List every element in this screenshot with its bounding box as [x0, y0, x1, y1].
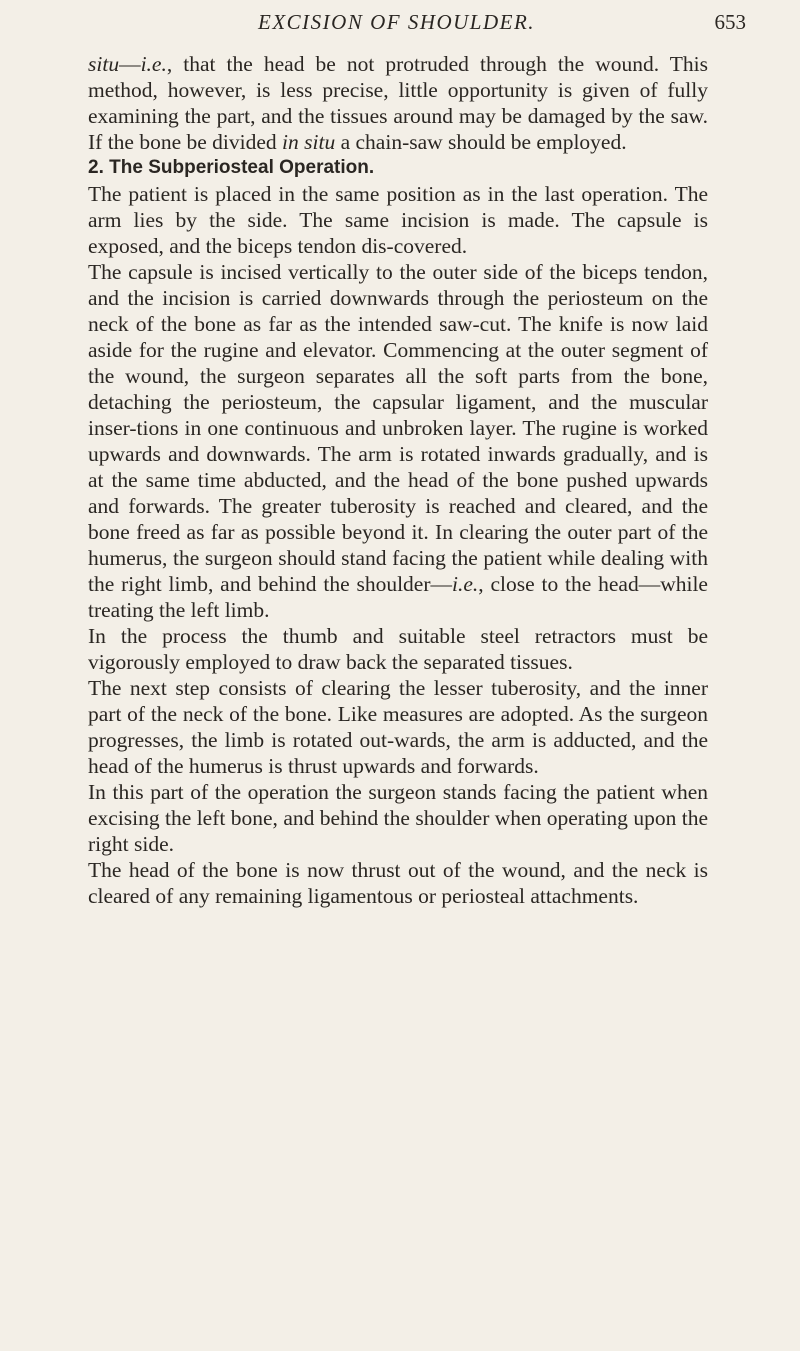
paragraph: The head of the bone is now thrust out of the wound, and the neck is cleared of any remaining ligamentous or periosteal attachments.: [88, 858, 708, 908]
paragraph-text: a chain-saw should be employed.: [335, 130, 627, 154]
italic-in-situ: in situ: [282, 130, 336, 154]
body-text: [88, 51, 708, 909]
paragraph: The next step consists of clearing the lesser tuberosity, and the inner part of the neck of the bone. Like measures are adopted. As the surgeon progresses, the limb is rotated out-wards, the arm is adducted, and the head of the humerus is thrust upwards and forwards.: [88, 676, 708, 778]
paragraph: In this part of the operation the surgeon stands facing the patient when excising the left bone, and behind the shoulder when operating upon the right side.: [88, 780, 708, 856]
paragraph-continuation: [88, 51, 708, 155]
section-title: The Subperiosteal Operation.: [109, 157, 375, 178]
paragraph-text: , that the head be not protruded through the wound. This method, however, is less precise, little opportunity is given of fully examining the part, and the tissues around may be damaged by the saw. If the bone be divided: [88, 52, 708, 154]
paragraph-text: The capsule is incised vertically to the outer side of the biceps tendon, and the incision is carried downwards through the periosteum on the neck of the bone as far as the intended saw-cut. The knife is now laid aside for the rugine and elevator. Commencing at the outer segment of the wound, the surgeon separates all the soft parts from the bone, detaching the periosteum, the capsular ligament, and the muscular inser-tions in one continuous and unbroken layer. The rugine is worked upwards and downwards. The arm is rotated inwards gradually, and is at the same time abducted, and the head of the bone pushed upwards and forwards. The greater tuberosity is reached and cleared, and the bone freed as far as possible beyond it. In clearing the outer part of the humerus, the surgeon should stand facing the patient while dealing with the right limb, and behind the shoulder—: [88, 260, 708, 596]
paragraph: In the process the thumb and suitable steel retractors must be vigorously employed to draw back the separated tissues.: [88, 624, 708, 674]
dash: —: [119, 52, 141, 76]
running-title: EXCISION OF SHOULDER.: [258, 10, 536, 34]
paragraph-text: , close to the head—while treating the left limb.: [88, 572, 708, 622]
section-number: 2.: [88, 157, 104, 178]
section-heading: [88, 155, 708, 181]
paragraph: The patient is placed in the same position as in the last operation. The arm lies by the side. The same incision is made. The capsule is exposed, and the biceps tendon dis-covered.: [88, 182, 708, 258]
paragraph: [88, 259, 708, 623]
page-number: 653: [714, 10, 746, 34]
italic-situ: situ: [88, 52, 120, 76]
italic-ie: i.e.: [140, 52, 167, 76]
italic-ie: i.e.: [452, 572, 479, 596]
page-header: [0, 10, 800, 50]
